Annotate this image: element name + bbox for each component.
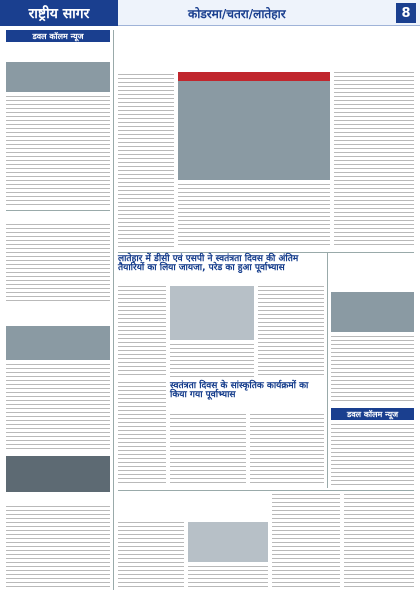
left-story4-body <box>6 506 110 588</box>
left-story4-photo <box>6 456 110 492</box>
bottom-body-col3 <box>272 494 340 588</box>
right-section-label: डवल कॉलम न्यूज <box>331 408 414 420</box>
latehar-body-col3 <box>258 286 324 378</box>
left-story3-photo <box>6 326 110 360</box>
latehar-body-col2 <box>170 344 254 378</box>
lead-headline <box>118 30 414 70</box>
lead-photo-parade <box>178 72 330 180</box>
bottom-photo <box>188 522 268 562</box>
masthead-title: राष्ट्रीय सागर <box>0 0 118 26</box>
lead-divider <box>118 252 414 253</box>
left-story1-body <box>6 96 110 208</box>
right-story-headline <box>331 256 414 290</box>
left-story2-body <box>6 224 110 304</box>
latehar-body-col1 <box>118 286 166 378</box>
lead-body-under-photo <box>178 184 330 248</box>
left-story1-photo <box>6 62 110 92</box>
bottom-divider <box>118 490 414 491</box>
right-story-photo <box>331 292 414 332</box>
cultural-body-col1 <box>118 382 166 486</box>
lead-body-col3 <box>334 72 414 248</box>
bottom-body-col4 <box>344 494 414 588</box>
left-divider-1 <box>6 210 110 211</box>
lead-body-col1 <box>118 74 174 250</box>
bottom-headline <box>118 494 268 518</box>
left-story3-body <box>6 364 110 450</box>
right-story-body <box>331 336 414 404</box>
page-number: 8 <box>396 3 416 23</box>
column-rule-left <box>113 30 114 590</box>
cultural-body-col2 <box>170 414 246 486</box>
cultural-headline: स्वतंत्रता दिवस के सांस्कृतिक कार्यक्रमों का किया गया पूर्वाभ्यास <box>170 381 309 401</box>
left-section-label: डवल कॉलम न्यूज <box>6 30 110 42</box>
column-rule-right <box>327 252 328 488</box>
lead-photo-caption <box>178 72 330 81</box>
bottom-body-col1 <box>118 522 184 588</box>
dateline-bar <box>118 0 420 26</box>
cultural-body-col3 <box>250 414 324 486</box>
right-section-body <box>331 424 414 488</box>
edition-places: कोडरमा/चतरा/लातेहार <box>188 7 286 21</box>
latehar-headline: लातेहार में डीसी एवं एसपी ने स्वतंत्रता दिवस की अंतिम तैयारियों का लिया जायजा, परेड का हुआ पूर्वाभ्यास <box>118 254 299 274</box>
latehar-photo <box>170 286 254 340</box>
bottom-body-col2 <box>188 566 268 588</box>
page-header <box>0 0 420 26</box>
